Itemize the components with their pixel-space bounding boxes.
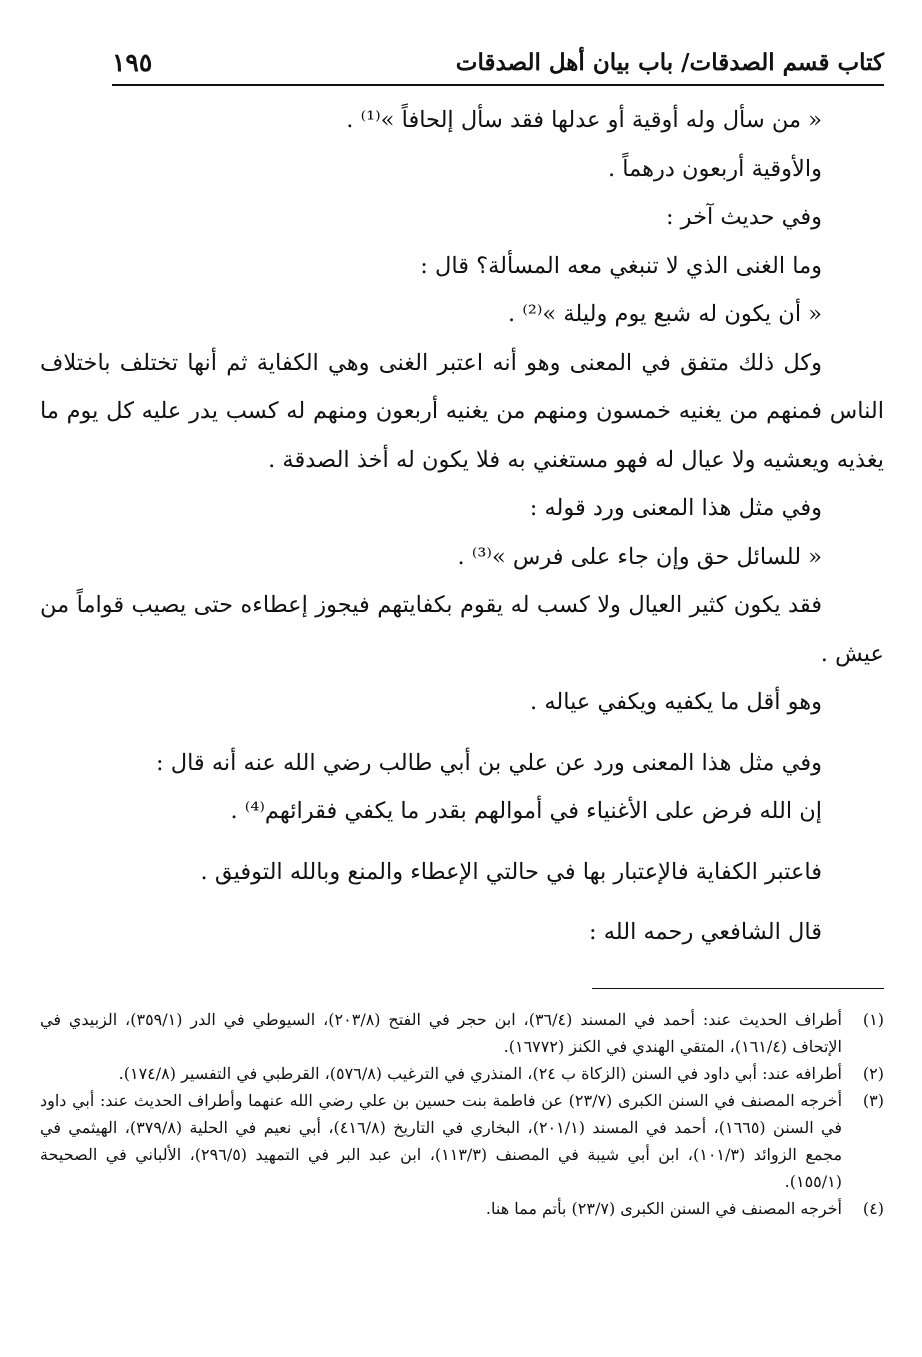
footnote-text: أطرافه عند: أبي داود في السنن (الزكاة ب ٢٤)، المنذري في الترغيب (٥٧٦/٨)، القرطبي في التفسير (١٧٤/٨). xyxy=(118,1064,842,1083)
footnote-separator xyxy=(592,988,884,989)
page-number: ١٩٥ xyxy=(112,47,153,77)
paragraph: وفي مثل هذا المعنى ورد قوله : xyxy=(529,495,822,521)
paragraph: وفي مثل هذا المعنى ورد عن علي بن أبي طالب رضي الله عنه أنه قال : xyxy=(155,749,822,776)
footnote-text: أطراف الحديث عند: أحمد في المسند (٣٦/٤)، ابن حجر في الفتح (٢٠٣/٨)، السيوطي في الدر (٣٥٩/١)، الزبيدي في الإتحاف (١٦١/٤)، المتقي الهندي في الكنز (١٦٧٧٢). xyxy=(40,1010,842,1056)
footnote xyxy=(40,1195,884,1222)
main-text xyxy=(40,96,884,957)
paragraph: والأوقية أربعون درهماً . xyxy=(607,155,822,182)
paragraph: فقد يكون كثير العيال ولا كسب له يقوم بكفايتهم فيجوز إعطاءه حتى يصيب قواماً من عيش . xyxy=(40,592,884,667)
footnote-number: (١) xyxy=(862,1010,884,1029)
paragraph: « للسائل حق وإن جاء على فرس »⁽³⁾ . xyxy=(457,543,822,570)
footnote-number: (٤) xyxy=(862,1199,884,1218)
paragraph: فاعتبر الكفاية فالإعتبار بها في حالتي الإعطاء والمنع وبالله التوفيق . xyxy=(200,858,822,885)
page-header xyxy=(112,40,884,86)
running-title: كتاب قسم الصدقات/ باب بيان أهل الصدقات xyxy=(455,48,884,76)
paragraph: وما الغنى الذي لا تنبغي معه المسألة؟ قال : xyxy=(420,252,822,279)
paragraph: وكل ذلك متفق في المعنى وهو أنه اعتبر الغنى وهي الكفاية ثم أنها تختلف باختلاف الناس فمنهم من يغنيه خمسون ومنهم من يغنيه أربعون ومنهم له كسب يدر عليه كل يوم ما يغذيه ويعشيه ولا عيال له فهو مستغني به فلا يكون له أخذ الصدقة . xyxy=(40,349,884,473)
footnote-number: (٣) xyxy=(862,1091,884,1110)
footnote-text: أخرجه المصنف في السنن الكبرى (٢٣/٧) عن فاطمة بنت حسين بن علي رضي الله عنهما وأطراف الحديث عند: أبي داود في السنن (١٦٦٥)، أحمد في المسند (٢٠١/١)، البخاري في التاريخ (٤١٦/٨)، أبي نعيم في الحلية (٣٧٩/٨)، الهيثمي في مجمع الزوائد (١٠١/٣)، ابن أبي شيبة في المصنف (١١٣/٣)، ابن عبد البر في التمهيد (٢٩٦/٥)، الألباني في الصحيحة (١٥٥/١). xyxy=(40,1091,843,1191)
footnotes xyxy=(40,1006,884,1222)
paragraph: وهو أقل ما يكفيه ويكفي عياله . xyxy=(530,689,822,715)
paragraph: وفي حديث آخر : xyxy=(665,204,822,230)
paragraph: « من سأل وله أوقية أو عدلها فقد سأل إلحافاً »⁽¹⁾ . xyxy=(346,107,822,133)
paragraph: قال الشافعي رحمه الله : xyxy=(588,919,822,945)
paragraph: « أن يكون له شبع يوم وليلة »⁽²⁾ . xyxy=(508,301,822,327)
footnote-text: أخرجه المصنف في السنن الكبرى (٢٣/٧) بأتم مما هنا. xyxy=(485,1199,842,1218)
footnote-number: (٢) xyxy=(862,1064,884,1083)
paragraph: إن الله فرض على الأغنياء في أموالهم بقدر ما يكفي فقرائهم⁽⁴⁾ . xyxy=(230,798,822,824)
footnote xyxy=(40,1060,884,1087)
footnote xyxy=(40,1006,884,1060)
footnote xyxy=(40,1087,884,1195)
